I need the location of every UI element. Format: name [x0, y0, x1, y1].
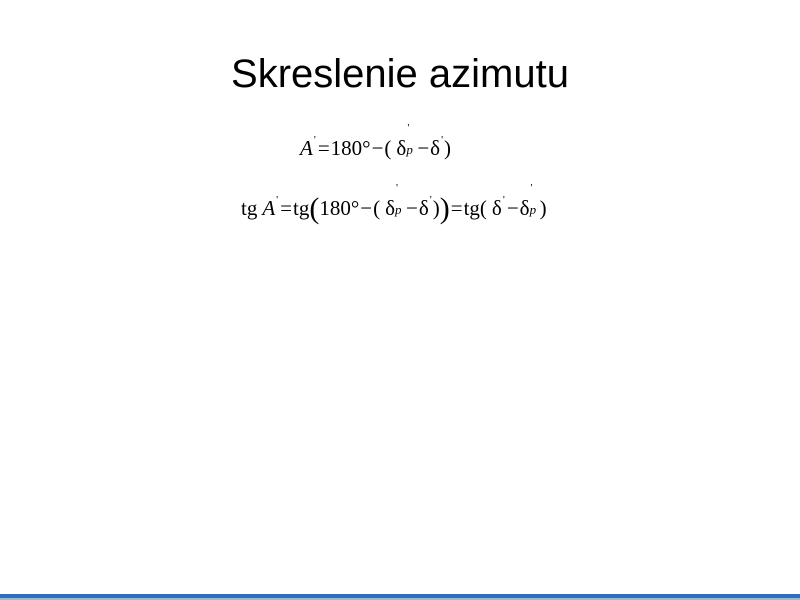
function-tg: tg: [463, 196, 480, 220]
equation-tangent: [241, 182, 547, 225]
prime-mark: ': [530, 182, 533, 194]
prime-mark: ': [441, 134, 444, 146]
symbol-delta: δ: [430, 136, 441, 160]
equals-sign: =: [280, 196, 292, 220]
minus-sign: −: [360, 196, 373, 220]
equals-sign: =: [450, 196, 463, 220]
function-tg: tg: [241, 196, 258, 220]
angle-180: 180°: [319, 196, 360, 220]
prime-mark: ': [429, 194, 432, 206]
minus-sign: −: [371, 136, 384, 160]
subscript-p: p: [406, 142, 413, 157]
prime-mark: ': [407, 122, 410, 134]
minus-sign: −: [506, 196, 519, 220]
big-right-paren: ): [439, 192, 450, 225]
minus-sign: −: [417, 136, 430, 160]
symbol-a: A: [300, 136, 313, 160]
prime-mark: ': [502, 194, 505, 206]
symbol-delta: δ: [418, 196, 429, 220]
right-paren: ): [444, 136, 452, 160]
right-paren: ): [539, 196, 547, 220]
symbol-delta: δ: [519, 196, 530, 220]
subsup-prime-p: [529, 182, 540, 217]
prime-mark: ': [396, 182, 398, 194]
angle-180: 180°: [330, 136, 371, 160]
prime-mark: ': [276, 194, 279, 206]
symbol-delta: δ: [396, 136, 407, 160]
minus-sign: −: [406, 196, 418, 220]
big-left-paren: (: [309, 192, 320, 225]
prime-mark: ': [313, 134, 316, 146]
function-tg: tg: [293, 196, 310, 220]
subscript-p: p: [529, 202, 537, 217]
slide-title: Skreslenie azimutu: [231, 52, 569, 96]
subscript-p: p: [395, 202, 402, 217]
left-paren: (: [373, 196, 381, 220]
left-paren: (: [479, 196, 487, 220]
left-paren: (: [384, 136, 392, 160]
right-paren: ): [432, 196, 440, 220]
symbol-delta: δ: [385, 196, 395, 220]
symbol-a: A: [262, 196, 276, 220]
equation-azimuth: [300, 122, 452, 160]
subsup-prime-p: [406, 122, 416, 157]
equals-sign: =: [317, 136, 330, 160]
symbol-delta: δ: [491, 196, 502, 220]
subsup-prime-p: [395, 182, 405, 217]
